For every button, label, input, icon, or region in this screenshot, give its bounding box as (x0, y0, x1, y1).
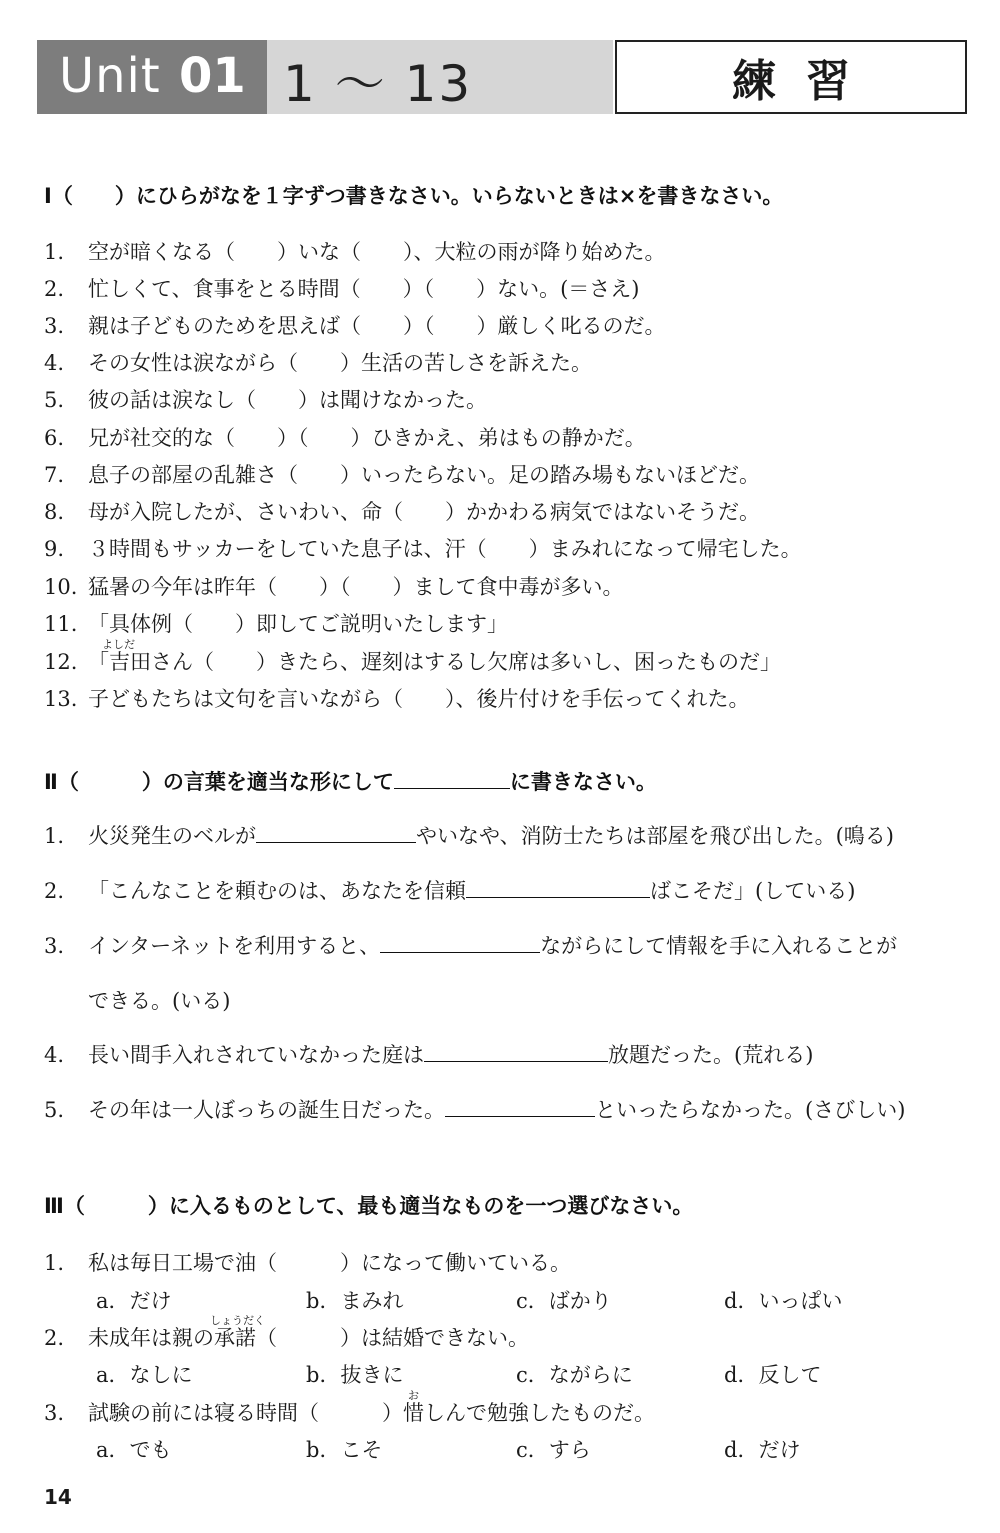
practice-title: 練習 (732, 56, 880, 107)
s2-item-1 (44, 820, 894, 850)
item-number: 3. (44, 314, 65, 338)
item-text-pre: 長い間手入れされていなかった庭は (88, 1043, 424, 1067)
item-text: 母が入院したが、さいわい、命（ ）かかわる病気ではないそうだ。 (88, 500, 760, 524)
item-text-post: （ ）は結婚できない。 (256, 1326, 529, 1350)
item-text-pre: 未成年は親の (88, 1326, 214, 1350)
ruby-shoudaku (210, 1314, 265, 1350)
section-2-title (44, 766, 657, 796)
choice-a[interactable]: a．なしに (96, 1363, 193, 1387)
ruby-oshimu (403, 1389, 424, 1425)
s1-item-2 (44, 273, 639, 303)
item-text: 子どもたちは文句を言いながら（ ）、後片付けを手伝ってくれた。 (88, 687, 750, 711)
s2-item-4 (44, 1039, 813, 1069)
item-text: 息子の部屋の乱雑さ（ ）いったらない。足の踏み場もないほどだ。 (88, 463, 760, 487)
item-text: さん（ ）きたら、遅刻はするし欠席は多いし、困ったものだ」 (151, 650, 781, 674)
item-number: 8. (44, 500, 65, 524)
unit-word: Unit (59, 48, 161, 104)
item-number: 2. (44, 277, 65, 301)
item-number: 3. (44, 934, 65, 958)
item-text-post: ばこそだ」(している) (650, 879, 856, 903)
s3-item-3 (44, 1389, 655, 1427)
choice-a[interactable]: a．だけ (96, 1289, 172, 1313)
ruby-base: 「吉田 (88, 650, 151, 674)
choice-c[interactable]: c．すら (516, 1438, 591, 1462)
item-number: 11. (44, 612, 78, 636)
item-number: 5. (44, 388, 65, 412)
answer-blank[interactable] (466, 877, 650, 898)
item-text-post: しんで勉強したものだ。 (424, 1401, 655, 1425)
item-number: 1. (44, 824, 65, 848)
item-text-post: 放題だった。(荒れる) (608, 1043, 814, 1067)
item-number: 13. (44, 687, 78, 711)
item-text: 猛暑の今年は昨年（ ）（ ）まして食中毒が多い。 (88, 575, 624, 599)
item-text: 忙しくて、食事をとる時間（ ）（ ）ない。(＝さえ) (88, 277, 640, 301)
choice-b[interactable]: b．こそ (306, 1438, 383, 1462)
page-number: 14 (44, 1485, 72, 1509)
choice-c[interactable]: c．ながらに (516, 1363, 633, 1387)
item-number: 1. (44, 1251, 65, 1275)
answer-blank[interactable] (256, 822, 416, 843)
item-number: 12. (44, 650, 78, 674)
item-text: 彼の話は涙なし（ ）は聞けなかった。 (88, 388, 487, 412)
s1-item-11 (44, 608, 508, 638)
item-number: 1. (44, 240, 65, 264)
practice-title-box (615, 40, 967, 114)
s1-item-3 (44, 310, 666, 340)
item-text: 私は毎日工場で油（ ）になって働いている。 (88, 1251, 571, 1275)
choice-a[interactable]: a．でも (96, 1438, 172, 1462)
s1-item-12 (44, 638, 781, 676)
item-text: 親は子どものためを思えば（ ）（ ）厳しく叱るのだ。 (88, 314, 666, 338)
s2-item-2 (44, 875, 855, 905)
unit-range: 1 〜 13 (283, 55, 473, 113)
item-text-pre: 火災発生のベルが (88, 824, 256, 848)
answer-blank[interactable] (445, 1096, 595, 1117)
item-number: 7. (44, 463, 65, 487)
item-text-pre: その年は一人ぼっちの誕生日だった。 (88, 1098, 445, 1122)
answer-blank[interactable] (424, 1041, 608, 1062)
s2-item-5 (44, 1094, 905, 1124)
item-text: 「具体例（ ）即してご説明いたします」 (88, 612, 508, 636)
item-number: 9. (44, 537, 65, 561)
item-number: 4. (44, 351, 65, 375)
unit-number: 01 (179, 48, 246, 104)
item-text: ３時間もサッカーをしていた息子は、汗（ ）まみれになって帰宅した。 (88, 537, 802, 561)
item-text-pre: インターネットを利用すると、 (88, 934, 381, 958)
s3-item-2 (44, 1314, 529, 1352)
s1-item-6 (44, 422, 646, 452)
s2-item-3 (44, 930, 897, 960)
s1-item-1 (44, 236, 666, 266)
s1-item-13 (44, 683, 750, 713)
item-text-pre: できる。(いる) (88, 989, 231, 1013)
choice-b[interactable]: b．まみれ (306, 1289, 404, 1313)
item-text-pre: 「こんなことを頼むのは、あなたを信頼 (88, 879, 466, 903)
s2-item-3-cont (44, 985, 230, 1015)
ruby-reading: よしだ (102, 638, 135, 651)
unit-label-box (37, 40, 267, 114)
s1-item-9 (44, 533, 802, 563)
ruby-base: 承諾 (214, 1326, 256, 1350)
item-number: 10. (44, 575, 78, 599)
section-2-title-post: に書きなさい。 (509, 770, 657, 794)
unit-range-box (267, 40, 613, 114)
item-text-post: ながらにして情報を手に入れることが (540, 934, 898, 958)
choice-d[interactable]: d．反して (724, 1363, 822, 1387)
ruby-reading: お (408, 1389, 419, 1402)
item-number: 6. (44, 426, 65, 450)
unit-header (37, 40, 967, 114)
item-number: 2. (44, 1326, 65, 1350)
s1-item-8 (44, 496, 760, 526)
item-text-pre: 試験の前には寝る時間（ ） (88, 1401, 403, 1425)
choice-d[interactable]: d．いっぱい (724, 1289, 843, 1313)
ruby-reading: しょうだく (210, 1314, 265, 1327)
item-number: 2. (44, 879, 65, 903)
item-text: その女性は涙ながら（ ）生活の苦しさを訴えた。 (88, 351, 592, 375)
choice-c[interactable]: c．ばかり (516, 1289, 612, 1313)
ruby-yoshida (88, 638, 151, 674)
item-text-post: といったらなかった。(さびしい) (595, 1098, 906, 1122)
section-2-title-pre: Ⅱ（ ）の言葉を適当な形にして (44, 770, 394, 794)
s1-item-4 (44, 347, 592, 377)
s1-item-7 (44, 459, 760, 489)
section-3-title: Ⅲ（ ）に入るものとして、最も適当なものを一つ選びなさい。 (44, 1194, 694, 1218)
item-number: 3. (44, 1401, 65, 1425)
choice-d[interactable]: d．だけ (724, 1438, 801, 1462)
s3-item-1 (44, 1247, 571, 1277)
item-text: 空が暗くなる（ ）いな（ ）、大粒の雨が降り始めた。 (88, 240, 666, 264)
ruby-base: 惜 (403, 1401, 424, 1425)
item-text-post: やいなや、消防士たちは部屋を飛び出した。(鳴る) (416, 824, 894, 848)
answer-blank (394, 768, 510, 789)
choice-b[interactable]: b．抜きに (306, 1363, 404, 1387)
item-text: 兄が社交的な（ ）（ ）ひきかえ、弟はもの静かだ。 (88, 426, 646, 450)
s1-item-10 (44, 571, 624, 601)
answer-blank[interactable] (380, 932, 540, 953)
item-number: 4. (44, 1043, 65, 1067)
item-number: 5. (44, 1098, 65, 1122)
section-1-title: Ⅰ（ ）にひらがなを１字ずつ書きなさい。いらないときは×を書きなさい。 (44, 184, 784, 208)
s1-item-5 (44, 384, 487, 414)
